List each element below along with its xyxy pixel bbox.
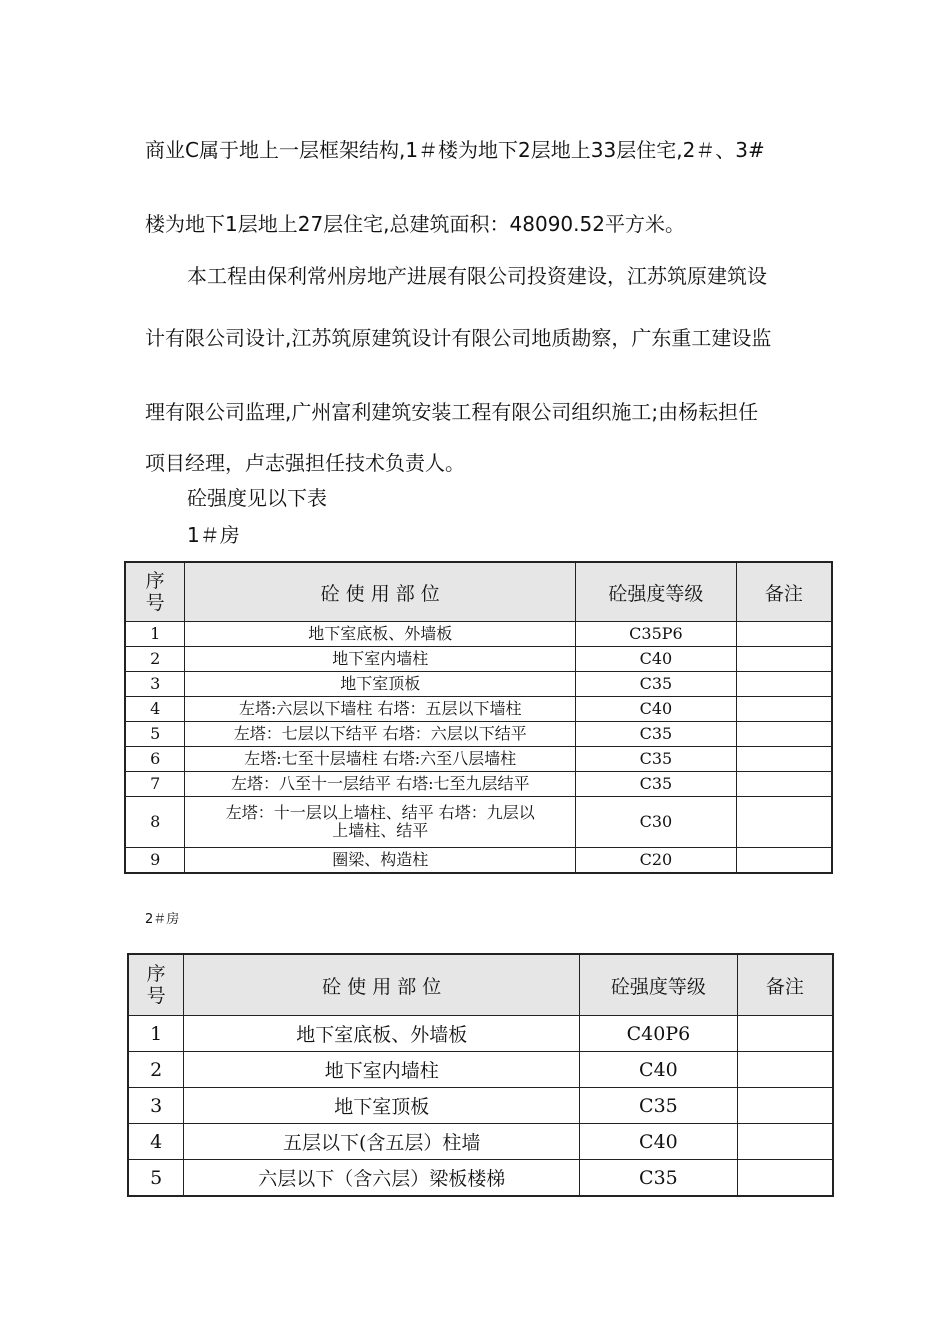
cell-grade: C35 xyxy=(576,672,737,697)
paragraph-line: 商业C属于地上一层框架结构,1＃楼为地下2层地上33层住宅,2＃、3# xyxy=(145,138,765,162)
cell-part: 地下室内墙柱 xyxy=(185,647,576,672)
cell-note xyxy=(736,622,832,647)
cell-grade: C20 xyxy=(576,848,737,874)
header-no-top: 序 xyxy=(146,963,166,985)
cell-note xyxy=(736,747,832,772)
concrete-table-building-2 xyxy=(127,953,834,1197)
cell-note xyxy=(737,1052,833,1088)
cell-part-line-2: 上墙柱、结平 xyxy=(332,821,429,840)
cell-no: 8 xyxy=(125,797,185,848)
cell-note xyxy=(737,1088,833,1124)
table-row xyxy=(125,797,832,848)
cell-grade: C40 xyxy=(580,1124,738,1160)
cell-no: 5 xyxy=(128,1160,184,1197)
table-row xyxy=(128,1124,833,1160)
header-note: 备注 xyxy=(737,954,833,1016)
paragraph-line: 砼强度见以下表 xyxy=(187,486,327,510)
cell-no: 3 xyxy=(128,1088,184,1124)
concrete-table-building-1 xyxy=(124,561,833,874)
table-header-row xyxy=(128,954,833,1016)
table-row xyxy=(125,848,832,874)
table-row xyxy=(125,672,832,697)
cell-note xyxy=(736,797,832,848)
cell-no: 1 xyxy=(128,1016,184,1052)
paragraph-line: 理有限公司监理,广州富利建筑安装工程有限公司组织施工;由杨耘担任 xyxy=(145,400,759,424)
table-row xyxy=(125,772,832,797)
cell-part: 地下室底板、外墙板 xyxy=(185,622,576,647)
cell-grade: C35 xyxy=(576,747,737,772)
cell-part: 左塔：八至十一层结平 右塔:七至九层结平 xyxy=(185,772,576,797)
cell-no: 7 xyxy=(125,772,185,797)
table-row xyxy=(125,647,832,672)
cell-no: 4 xyxy=(125,697,185,722)
cell-note xyxy=(736,647,832,672)
cell-grade: C30 xyxy=(576,797,737,848)
cell-note xyxy=(737,1160,833,1197)
table-header-row xyxy=(125,562,832,622)
cell-grade: C40 xyxy=(576,697,737,722)
cell-grade: C35 xyxy=(580,1160,738,1197)
cell-part xyxy=(185,797,576,848)
table-row xyxy=(128,1052,833,1088)
cell-no: 1 xyxy=(125,622,185,647)
cell-note xyxy=(736,672,832,697)
header-grade: 砼强度等级 xyxy=(576,562,737,622)
cell-grade: C40P6 xyxy=(580,1016,738,1052)
cell-part: 地下室顶板 xyxy=(184,1088,580,1124)
cell-no: 3 xyxy=(125,672,185,697)
section-label: 1＃房 xyxy=(187,523,240,547)
table-row xyxy=(128,1088,833,1124)
cell-note xyxy=(736,772,832,797)
header-note: 备注 xyxy=(736,562,832,622)
cell-note xyxy=(736,697,832,722)
section-label: 2＃房 xyxy=(145,912,180,927)
cell-part: 地下室底板、外墙板 xyxy=(184,1016,580,1052)
header-grade: 砼强度等级 xyxy=(580,954,738,1016)
cell-part: 左塔：七层以下结平 右塔：六层以下结平 xyxy=(185,722,576,747)
cell-part: 地下室内墙柱 xyxy=(184,1052,580,1088)
cell-grade: C35 xyxy=(580,1088,738,1124)
cell-part: 五层以下(含五层）柱墙 xyxy=(184,1124,580,1160)
cell-part: 左塔:六层以下墙柱 右塔：五层以下墙柱 xyxy=(185,697,576,722)
cell-grade: C35P6 xyxy=(576,622,737,647)
table-row xyxy=(125,747,832,772)
cell-part: 地下室顶板 xyxy=(185,672,576,697)
header-no-bottom: 号 xyxy=(145,592,165,614)
cell-no: 2 xyxy=(128,1052,184,1088)
paragraph-line: 楼为地下1层地上27层住宅,总建筑面积：48090.52平方米。 xyxy=(145,212,685,236)
cell-note xyxy=(737,1016,833,1052)
table-row xyxy=(128,1160,833,1197)
cell-part: 左塔:七至十层墙柱 右塔:六至八层墙柱 xyxy=(185,747,576,772)
cell-part: 圈梁、构造柱 xyxy=(185,848,576,874)
paragraph-line: 计有限公司设计,江苏筑原建筑设计有限公司地质勘察，广东重工建设监 xyxy=(145,326,772,350)
cell-no: 2 xyxy=(125,647,185,672)
header-part: 砼 使 用 部 位 xyxy=(184,954,580,1016)
table-row xyxy=(128,1016,833,1052)
table-row xyxy=(125,722,832,747)
header-no xyxy=(128,954,184,1016)
cell-part: 六层以下（含六层）梁板楼梯 xyxy=(184,1160,580,1197)
table-row xyxy=(125,622,832,647)
header-no-bottom: 号 xyxy=(146,985,166,1007)
cell-note xyxy=(736,848,832,874)
cell-grade: C35 xyxy=(576,772,737,797)
paragraph-line: 本工程由保利常州房地产进展有限公司投资建设，江苏筑原建筑设 xyxy=(187,264,767,288)
header-no-top: 序 xyxy=(145,570,165,592)
cell-no: 6 xyxy=(125,747,185,772)
table-row xyxy=(125,697,832,722)
header-no xyxy=(125,562,185,622)
cell-note xyxy=(736,722,832,747)
cell-grade: C40 xyxy=(580,1052,738,1088)
cell-no: 9 xyxy=(125,848,185,874)
cell-grade: C35 xyxy=(576,722,737,747)
header-part: 砼 使 用 部 位 xyxy=(185,562,576,622)
cell-note xyxy=(737,1124,833,1160)
cell-part-line-1: 左塔：十一层以上墙柱、结平 右塔：九层以 xyxy=(225,803,535,822)
cell-grade: C40 xyxy=(576,647,737,672)
cell-no: 4 xyxy=(128,1124,184,1160)
paragraph-line: 项目经理，卢志强担任技术负责人。 xyxy=(145,451,465,475)
cell-no: 5 xyxy=(125,722,185,747)
